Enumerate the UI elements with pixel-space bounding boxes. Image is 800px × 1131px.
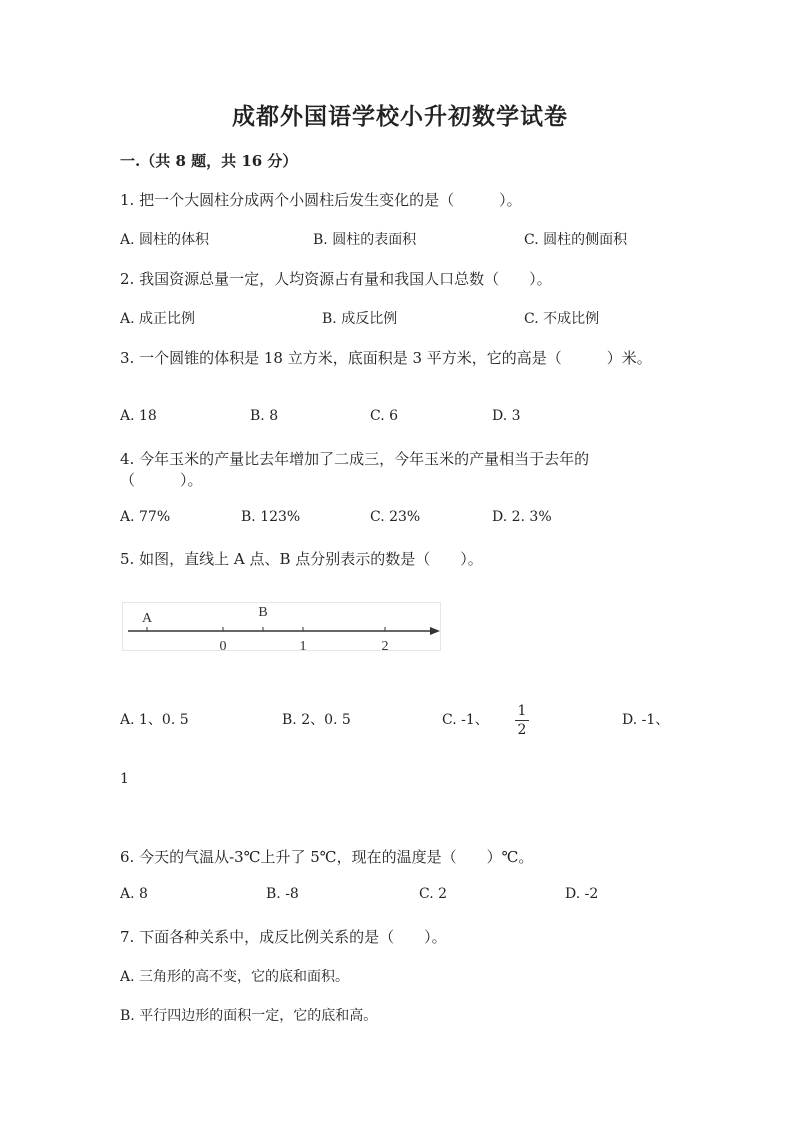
point-label-a: A [141,611,153,626]
question-3-text: 3. 一个圆锥的体积是 18 立方米，底面积是 3 平方米，它的高是（ ）米。 [120,349,652,367]
fraction-numerator: 1 [517,703,527,719]
tick-label-1: 1 [299,639,307,652]
question-2-option-a: A. 成正比例 [120,311,196,327]
question-2-text: 2. 我国资源总量一定，人均资源占有量和我国人口总数（ ）。 [120,270,552,288]
tick-label-0: 0 [219,639,227,652]
question-5-option-a: A. 1、0. 5 [120,712,189,728]
question-6-option-a: A. 8 [120,886,148,902]
point-label-b: B [258,605,268,620]
question-5-option-d: D. -1、 [622,712,670,728]
fraction-bar [515,720,529,721]
question-6-option-b: B. -8 [266,886,299,902]
question-3-option-c: C. 6 [370,408,399,424]
arrow-head-icon [430,627,440,635]
fraction-denominator: 2 [517,722,527,738]
question-7-text: 7. 下面各种关系中，成反比例关系的是（ ）。 [120,928,447,946]
question-4-text-line-1: 4. 今年玉米的产量比去年增加了二成三，今年玉米的产量相当于去年的 [120,450,590,468]
question-5-text: 5. 如图，直线上 A 点、B 点分别表示的数是（ ）。 [120,550,483,568]
question-1-option-b: B. 圆柱的表面积 [313,232,417,248]
question-4-option-c: C. 23% [370,509,421,525]
question-4-text-line-2: （ ）。 [120,471,203,489]
question-4-option-b: B. 123% [241,509,301,525]
question-5-option-d-tail: 1 [120,771,129,787]
question-2-option-c: C. 不成比例 [524,311,600,327]
question-6-option-c: C. 2 [419,886,448,902]
question-7-option-b: B. 平行四边形的面积一定，它的底和高。 [120,1008,378,1024]
question-7-option-a: A. 三角形的高不变，它的底和面积。 [120,969,350,985]
question-2-option-b: B. 成反比例 [322,311,398,327]
question-3-option-b: B. 8 [250,408,279,424]
tick-label-2: 2 [381,639,389,652]
question-6-text: 6. 今天的气温从-3℃上升了 5℃，现在的温度是（ ）℃。 [120,848,534,866]
question-1-option-c: C. 圆柱的侧面积 [524,232,628,248]
option-c-fraction [514,704,530,737]
question-3-option-a: A. 18 [120,408,157,424]
question-4-option-d: D. 2. 3% [492,509,552,525]
exam-title: 成都外国语学校小升初数学试卷 [232,103,568,130]
question-4-option-a: A. 77% [120,509,171,525]
section-heading: 一.（共 8 题，共 16 分） [120,152,298,170]
question-5-option-c: C. -1、 [442,712,489,728]
question-5-option-b: B. 2、0. 5 [282,712,351,728]
question-6-option-d: D. -2 [565,886,599,902]
question-1-text: 1. 把一个大圆柱分成两个小圆柱后发生变化的是（ ）。 [120,191,522,209]
figure-border [123,603,441,651]
question-1-option-a: A. 圆柱的体积 [120,232,210,248]
question-3-option-d: D. 3 [492,408,521,424]
number-line-figure [122,602,442,652]
